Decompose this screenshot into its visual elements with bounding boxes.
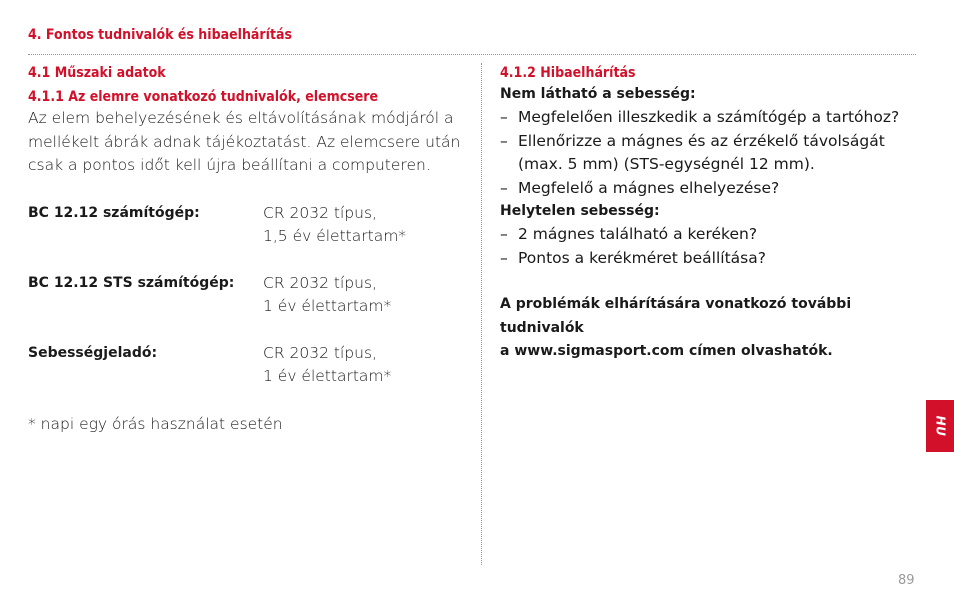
further-info-note <box>500 293 920 364</box>
list-item-text: Megfelelően illeszkedik a számítógép a tartóhoz? <box>518 108 900 126</box>
heading-technical-data: 4.1 Műszaki adatok <box>28 65 166 81</box>
spec-value-line: 1 év élettartam* <box>263 367 392 385</box>
question-no-speed: Nem látható a sebesség: <box>500 86 696 102</box>
spec-value-line: 1 év élettartam* <box>263 297 392 315</box>
footnote: * napi egy órás használat esetén <box>28 414 283 433</box>
list-item <box>500 106 920 130</box>
dash: – <box>500 108 508 126</box>
intro-line: mellékelt ábrák adnak tájékoztatást. Az elemcsere után <box>28 132 461 151</box>
spec-label: Sebességjeladó: <box>28 344 158 361</box>
spec-label: BC 12.12 számítógép: <box>28 204 200 221</box>
spec-row-bc1212-sts <box>28 272 468 319</box>
note-line: a www.sigmasport.com címen olvashatók. <box>500 343 833 359</box>
intro-line: csak a pontos időt kell újra beállítani a computeren. <box>28 156 431 174</box>
question-wrong-speed: Helytelen sebesség: <box>500 203 660 219</box>
heading-battery: 4.1.1 Az elemre vonatkozó tudnivalók, elemcsere <box>28 89 379 105</box>
dash: – <box>500 131 508 150</box>
left-column <box>28 64 468 436</box>
list-item <box>500 177 920 201</box>
list-item <box>500 247 920 271</box>
spec-value-line: CR 2032 típus, <box>263 343 377 362</box>
spec-row-speed-sensor <box>28 342 468 389</box>
dash: – <box>500 248 508 267</box>
spec-value <box>263 272 391 319</box>
column-divider <box>481 63 482 565</box>
list-item-text: (max. 5 mm) (STS-egységnél 12 mm). <box>518 155 815 173</box>
horizontal-divider <box>28 54 916 55</box>
list-item-text: 2 mágnes található a keréken? <box>518 225 758 243</box>
list-item-text: Megfelelő a mágnes elhelyezése? <box>518 178 780 197</box>
list-item <box>500 223 920 247</box>
spec-label: BC 12.12 STS számítógép: <box>28 274 235 291</box>
spec-value-line: CR 2032 típus, <box>263 273 377 292</box>
spec-value <box>263 342 391 389</box>
page-number: 89 <box>898 573 915 588</box>
dash: – <box>500 178 508 197</box>
heading-troubleshooting: 4.1.2 Hibaelhárítás <box>500 65 636 81</box>
spec-row-bc1212 <box>28 202 468 249</box>
language-tab-label: HU <box>932 415 947 437</box>
language-tab <box>926 400 954 452</box>
list-item-text: Pontos a kerékméret beállítása? <box>518 248 766 267</box>
right-column <box>500 64 920 364</box>
note-line: A problémák elhárítására vonatkozó további tudnivalók <box>500 296 852 336</box>
dash: – <box>500 225 508 243</box>
spec-value <box>263 202 406 249</box>
intro-paragraph <box>28 107 468 178</box>
list-item <box>500 130 920 177</box>
spec-value-line: 1,5 év élettartam* <box>263 227 407 245</box>
section-title: 4. Fontos tudnivalók és hibaelhárítás <box>28 27 292 43</box>
intro-line: Az elem behelyezésének és eltávolításának módjáról a <box>28 109 454 127</box>
list-item-text: Ellenőrizze a mágnes és az érzékelő távolságát <box>518 131 885 150</box>
spec-value-line: CR 2032 típus, <box>263 203 377 222</box>
